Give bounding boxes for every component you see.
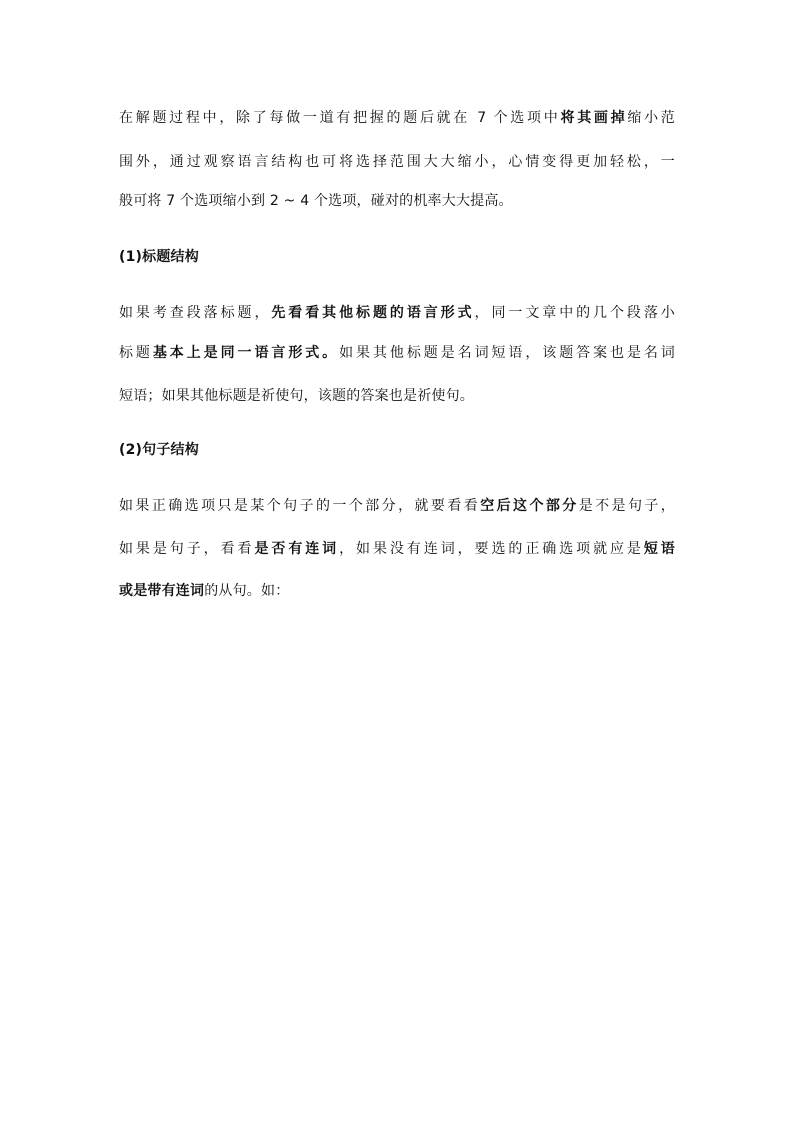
bold-text-segment: 基本上是同一语言形式。 [152,345,340,361]
text-segment: 如果正确选项只是某个句子的一个部分，就要看看 [119,498,481,514]
bold-text-segment: 先看看其他标题的语言形式 [271,305,475,321]
paragraph-1-line-1 [119,106,675,130]
paragraph-1-line-2 [119,150,675,174]
text-segment: 在解题过程中，除了每做一道有把握的题后就在 7 个选项中 [119,110,561,126]
paragraph-2-line-2 [119,341,675,365]
section-heading-sentence-structure: (2)句子结构 [119,442,199,458]
text-segment: ，同一文章中的几个段落小 [474,305,675,321]
text-segment: 般可将 7 个选项缩小到 2 ~ 4 个选项，碰对的机率大大提高。 [119,193,513,209]
text-segment: ，如果没有连词，要选的正确选项就应是 [339,541,644,557]
text-segment: 如果其他标题是名词短语，该题答案也是名词 [339,345,676,361]
bold-text-segment: 将其画掉 [560,110,628,126]
text-segment: 如果是句子，看看 [119,541,255,557]
bold-text-segment: 是否有连词 [254,541,340,557]
text-segment: 如果考查段落标题， [119,305,272,321]
section-heading-title-structure: (1)标题结构 [119,249,199,265]
text-segment: 缩小范 [627,110,676,126]
bold-text-segment: 或是带有连词 [119,583,205,599]
paragraph-3-line-1 [119,494,675,518]
text-segment: 短语；如果其他标题是祈使句，该题的答案也是祈使句。 [119,388,474,404]
bold-text-segment: 短语 [643,541,675,557]
paragraph-3-line-3 [119,579,675,603]
text-segment: 围外，通过观察语言结构也可将选择范围大大缩小，心情变得更加轻松，一 [119,154,675,170]
text-segment: 是不是句子， [578,498,676,514]
bold-text-segment: 空后这个部分 [480,498,579,514]
text-segment: 标题 [119,345,153,361]
text-segment: 的从句。如： [204,583,290,599]
paragraph-1-line-3 [119,189,675,213]
paragraph-2-line-1 [119,301,675,325]
paragraph-2-line-3 [119,384,675,408]
paragraph-3-line-2 [119,537,675,561]
